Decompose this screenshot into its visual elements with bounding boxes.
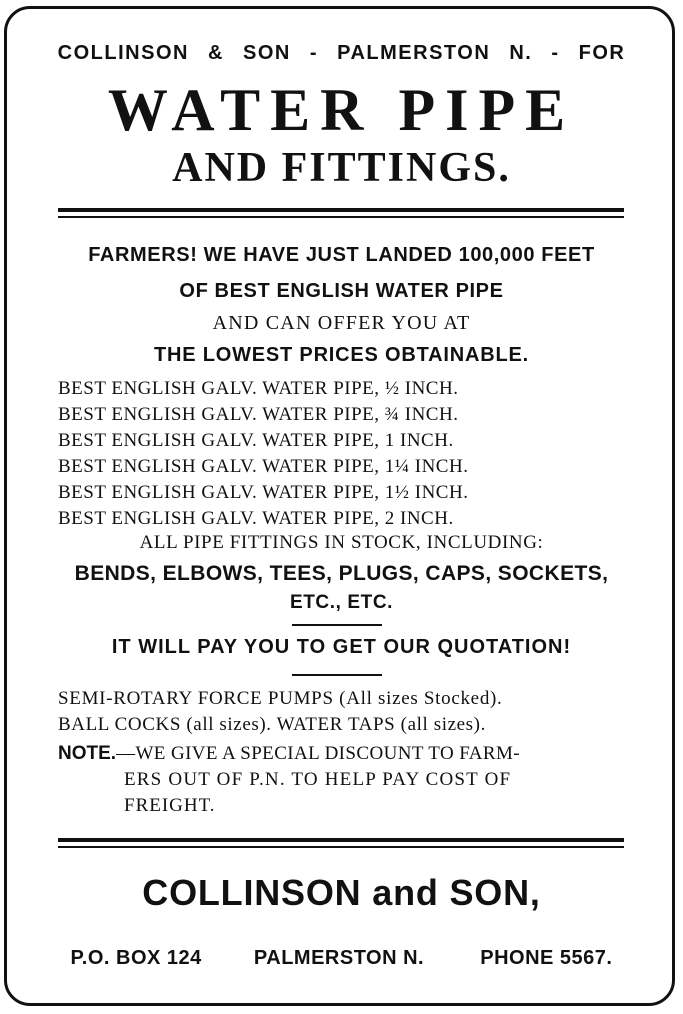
- divider-bottom-thin: [58, 846, 624, 848]
- note-line-2: ERS OUT OF P.N. TO HELP PAY COST OF: [124, 769, 512, 790]
- divider-bottom: [58, 838, 624, 842]
- cocks-line: BALL COCKS (all sizes). WATER TAPS (all sizes).: [58, 714, 486, 735]
- note-line-3: FREIGHT.: [124, 795, 216, 816]
- pipe-item: BEST ENGLISH GALV. WATER PIPE, ¾ INCH.: [58, 404, 459, 425]
- fittings-intro: ALL PIPE FITTINGS IN STOCK, INCLUDING:: [139, 532, 544, 553]
- fittings-list: BENDS, ELBOWS, TEES, PLUGS, CAPS, SOCKETS,: [74, 562, 609, 585]
- intro-line-3: AND CAN OFFER YOU AT: [212, 312, 471, 334]
- pipe-item: BEST ENGLISH GALV. WATER PIPE, ½ INCH.: [58, 378, 459, 399]
- pipe-item: BEST ENGLISH GALV. WATER PIPE, 1¼ INCH.: [58, 456, 469, 477]
- pipe-item: BEST ENGLISH GALV. WATER PIPE, 2 INCH.: [58, 508, 454, 529]
- note-text: —WE GIVE A SPECIAL DISCOUNT TO FARM-: [116, 743, 520, 764]
- quotation-line: IT WILL PAY YOU TO GET OUR QUOTATION!: [111, 636, 572, 658]
- pumps-line: SEMI-ROTARY FORCE PUMPS (All sizes Stocked).: [58, 688, 503, 709]
- footer-company: COLLINSON and SON,: [142, 872, 541, 913]
- headline-and-fittings: AND FITTINGS.: [172, 145, 511, 191]
- headline-water-pipe: WATER PIPE: [107, 77, 576, 143]
- intro-line-2: OF BEST ENGLISH WATER PIPE: [179, 280, 504, 302]
- divider-short: [292, 674, 382, 676]
- footer-contact: [0, 947, 683, 970]
- header-top-line: COLLINSON & SON - PALMERSTON N. - FOR: [57, 42, 626, 64]
- divider-top: [58, 208, 624, 212]
- intro-line-4: THE LOWEST PRICES OBTAINABLE.: [153, 344, 530, 366]
- divider-short: [292, 624, 382, 626]
- footer-po-box: P.O. BOX 124: [70, 947, 202, 969]
- intro-line-1: FARMERS! WE HAVE JUST LANDED 100,000 FEET: [88, 244, 595, 266]
- footer-phone: PHONE 5567.: [480, 947, 613, 969]
- footer-town: PALMERSTON N.: [253, 947, 425, 969]
- divider-top-thin: [58, 216, 624, 218]
- note-label: NOTE.: [58, 743, 117, 764]
- note-line: [58, 743, 628, 765]
- fittings-etc: ETC., ETC.: [289, 592, 394, 613]
- pipe-item: BEST ENGLISH GALV. WATER PIPE, 1½ INCH.: [58, 482, 469, 503]
- pipe-item: BEST ENGLISH GALV. WATER PIPE, 1 INCH.: [58, 430, 454, 451]
